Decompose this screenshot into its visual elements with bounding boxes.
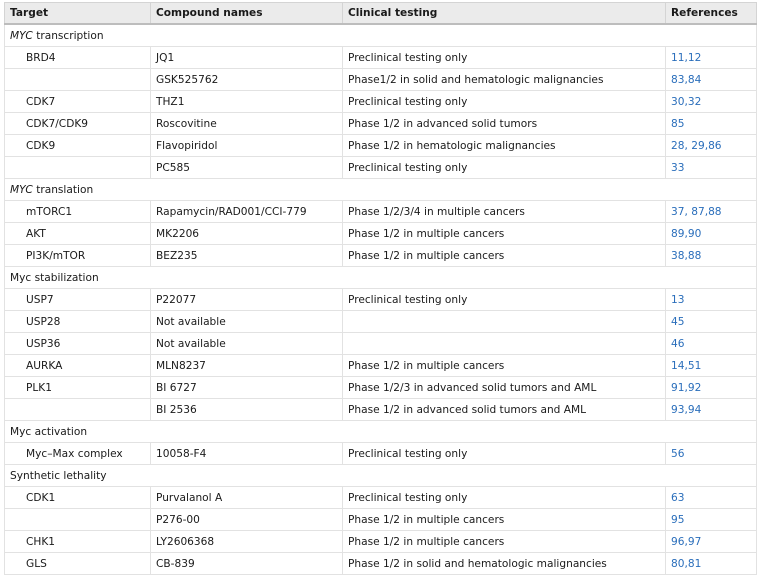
references-cell[interactable]: 56: [666, 443, 757, 465]
compound-cell: Purvalanol A: [151, 487, 343, 509]
clinical-testing-cell: Phase 1/2/3 in advanced solid tumors and AML: [343, 377, 666, 399]
references-cell[interactable]: 95: [666, 509, 757, 531]
compound-cell: Rapamycin/RAD001/CCI-779: [151, 201, 343, 223]
references-cell[interactable]: 63: [666, 487, 757, 509]
references-cell[interactable]: 13: [666, 289, 757, 311]
target-cell: AURKA: [5, 355, 151, 377]
clinical-testing-cell: Phase 1/2 in multiple cancers: [343, 223, 666, 245]
target-cell: [5, 399, 151, 421]
references-cell[interactable]: 80,81: [666, 553, 757, 575]
section-title-italic: MYC: [10, 29, 33, 42]
section-row: [5, 267, 757, 289]
target-cell: PLK1: [5, 377, 151, 399]
references-cell[interactable]: 38,88: [666, 245, 757, 267]
target-cell: [5, 509, 151, 531]
references-cell[interactable]: 33: [666, 157, 757, 179]
header-target: Target: [5, 3, 151, 25]
clinical-testing-cell: Phase 1/2 in multiple cancers: [343, 355, 666, 377]
references-cell[interactable]: 46: [666, 333, 757, 355]
compound-cell: P276-00: [151, 509, 343, 531]
section-title-text: Myc stabilization: [10, 271, 99, 284]
table-row: [5, 487, 757, 509]
references-cell[interactable]: 30,32: [666, 91, 757, 113]
clinical-testing-cell: Preclinical testing only: [343, 157, 666, 179]
section-title-text: Myc activation: [10, 425, 88, 438]
target-cell: BRD4: [5, 47, 151, 69]
table-row: [5, 377, 757, 399]
target-cell: CDK7: [5, 91, 151, 113]
compound-cell: MK2206: [151, 223, 343, 245]
compound-cell: GSK525762: [151, 69, 343, 91]
table-row: [5, 135, 757, 157]
clinical-testing-cell: Phase 1/2 in multiple cancers: [343, 245, 666, 267]
table-row: [5, 113, 757, 135]
compound-cell: 10058-F4: [151, 443, 343, 465]
compound-cell: CB-839: [151, 553, 343, 575]
table-row: [5, 333, 757, 355]
compound-cell: Not available: [151, 333, 343, 355]
target-cell: [5, 69, 151, 91]
section-title-italic: MYC: [10, 183, 33, 196]
target-cell: CDK1: [5, 487, 151, 509]
table-row: [5, 311, 757, 333]
compound-cell: Not available: [151, 311, 343, 333]
section-title: [5, 421, 757, 443]
section-row: [5, 179, 757, 201]
references-cell[interactable]: 37, 87,88: [666, 201, 757, 223]
references-cell[interactable]: 14,51: [666, 355, 757, 377]
clinical-testing-cell: Preclinical testing only: [343, 47, 666, 69]
table-row: [5, 201, 757, 223]
references-cell[interactable]: 89,90: [666, 223, 757, 245]
table-row: [5, 245, 757, 267]
header-compound-names: Compound names: [151, 3, 343, 25]
section-row: [5, 24, 757, 47]
target-cell: mTORC1: [5, 201, 151, 223]
table-row: [5, 69, 757, 91]
references-cell[interactable]: 11,12: [666, 47, 757, 69]
section-title-text: translation: [32, 183, 94, 196]
references-cell[interactable]: 83,84: [666, 69, 757, 91]
target-cell: GLS: [5, 553, 151, 575]
target-cell: CDK7/CDK9: [5, 113, 151, 135]
references-cell[interactable]: 93,94: [666, 399, 757, 421]
target-cell: AKT: [5, 223, 151, 245]
clinical-testing-cell: Phase 1/2 in multiple cancers: [343, 531, 666, 553]
table-row: [5, 47, 757, 69]
clinical-testing-cell: Phase 1/2 in multiple cancers: [343, 509, 666, 531]
table-row: [5, 289, 757, 311]
section-title: [5, 179, 757, 201]
compound-cell: BI 2536: [151, 399, 343, 421]
table-row: [5, 553, 757, 575]
section-title-text: Synthetic lethality: [10, 469, 107, 482]
compound-cell: LY2606368: [151, 531, 343, 553]
compound-cell: Flavopiridol: [151, 135, 343, 157]
target-cell: USP28: [5, 311, 151, 333]
section-row: [5, 421, 757, 443]
target-cell: [5, 157, 151, 179]
references-cell[interactable]: 28, 29,86: [666, 135, 757, 157]
references-cell[interactable]: 91,92: [666, 377, 757, 399]
table-row: [5, 509, 757, 531]
references-cell[interactable]: 96,97: [666, 531, 757, 553]
references-cell[interactable]: 85: [666, 113, 757, 135]
target-cell: CHK1: [5, 531, 151, 553]
table-row: [5, 443, 757, 465]
target-cell: PI3K/mTOR: [5, 245, 151, 267]
section-title-text: transcription: [32, 29, 104, 42]
compound-cell: P22077: [151, 289, 343, 311]
header-row: [5, 3, 757, 25]
compound-cell: BI 6727: [151, 377, 343, 399]
clinical-testing-cell: Preclinical testing only: [343, 487, 666, 509]
clinical-testing-cell: Preclinical testing only: [343, 91, 666, 113]
compound-cell: THZ1: [151, 91, 343, 113]
table-row: [5, 355, 757, 377]
section-row: [5, 465, 757, 487]
target-cell: USP7: [5, 289, 151, 311]
header-clinical-testing: Clinical testing: [343, 3, 666, 25]
compound-table-container: [4, 2, 756, 575]
table-row: [5, 91, 757, 113]
clinical-testing-cell: Phase 1/2 in solid and hematologic malignancies: [343, 553, 666, 575]
clinical-testing-cell: Phase 1/2 in hematologic malignancies: [343, 135, 666, 157]
compound-cell: MLN8237: [151, 355, 343, 377]
table-row: [5, 399, 757, 421]
table-row: [5, 157, 757, 179]
compound-cell: BEZ235: [151, 245, 343, 267]
section-title: [5, 24, 757, 47]
clinical-testing-cell: Preclinical testing only: [343, 289, 666, 311]
table-row: [5, 531, 757, 553]
clinical-testing-cell: Phase1/2 in solid and hematologic malignancies: [343, 69, 666, 91]
clinical-testing-cell: Phase 1/2 in advanced solid tumors and AML: [343, 399, 666, 421]
table-row: [5, 223, 757, 245]
section-title: [5, 267, 757, 289]
header-references: References: [666, 3, 757, 25]
target-cell: Myc–Max complex: [5, 443, 151, 465]
references-cell[interactable]: 45: [666, 311, 757, 333]
clinical-testing-cell: [343, 333, 666, 355]
table-body: [5, 24, 757, 575]
clinical-testing-cell: Phase 1/2/3/4 in multiple cancers: [343, 201, 666, 223]
compound-table: [4, 2, 757, 575]
compound-cell: Roscovitine: [151, 113, 343, 135]
target-cell: CDK9: [5, 135, 151, 157]
clinical-testing-cell: Phase 1/2 in advanced solid tumors: [343, 113, 666, 135]
compound-cell: JQ1: [151, 47, 343, 69]
target-cell: USP36: [5, 333, 151, 355]
clinical-testing-cell: Preclinical testing only: [343, 443, 666, 465]
compound-cell: PC585: [151, 157, 343, 179]
clinical-testing-cell: [343, 311, 666, 333]
section-title: [5, 465, 757, 487]
